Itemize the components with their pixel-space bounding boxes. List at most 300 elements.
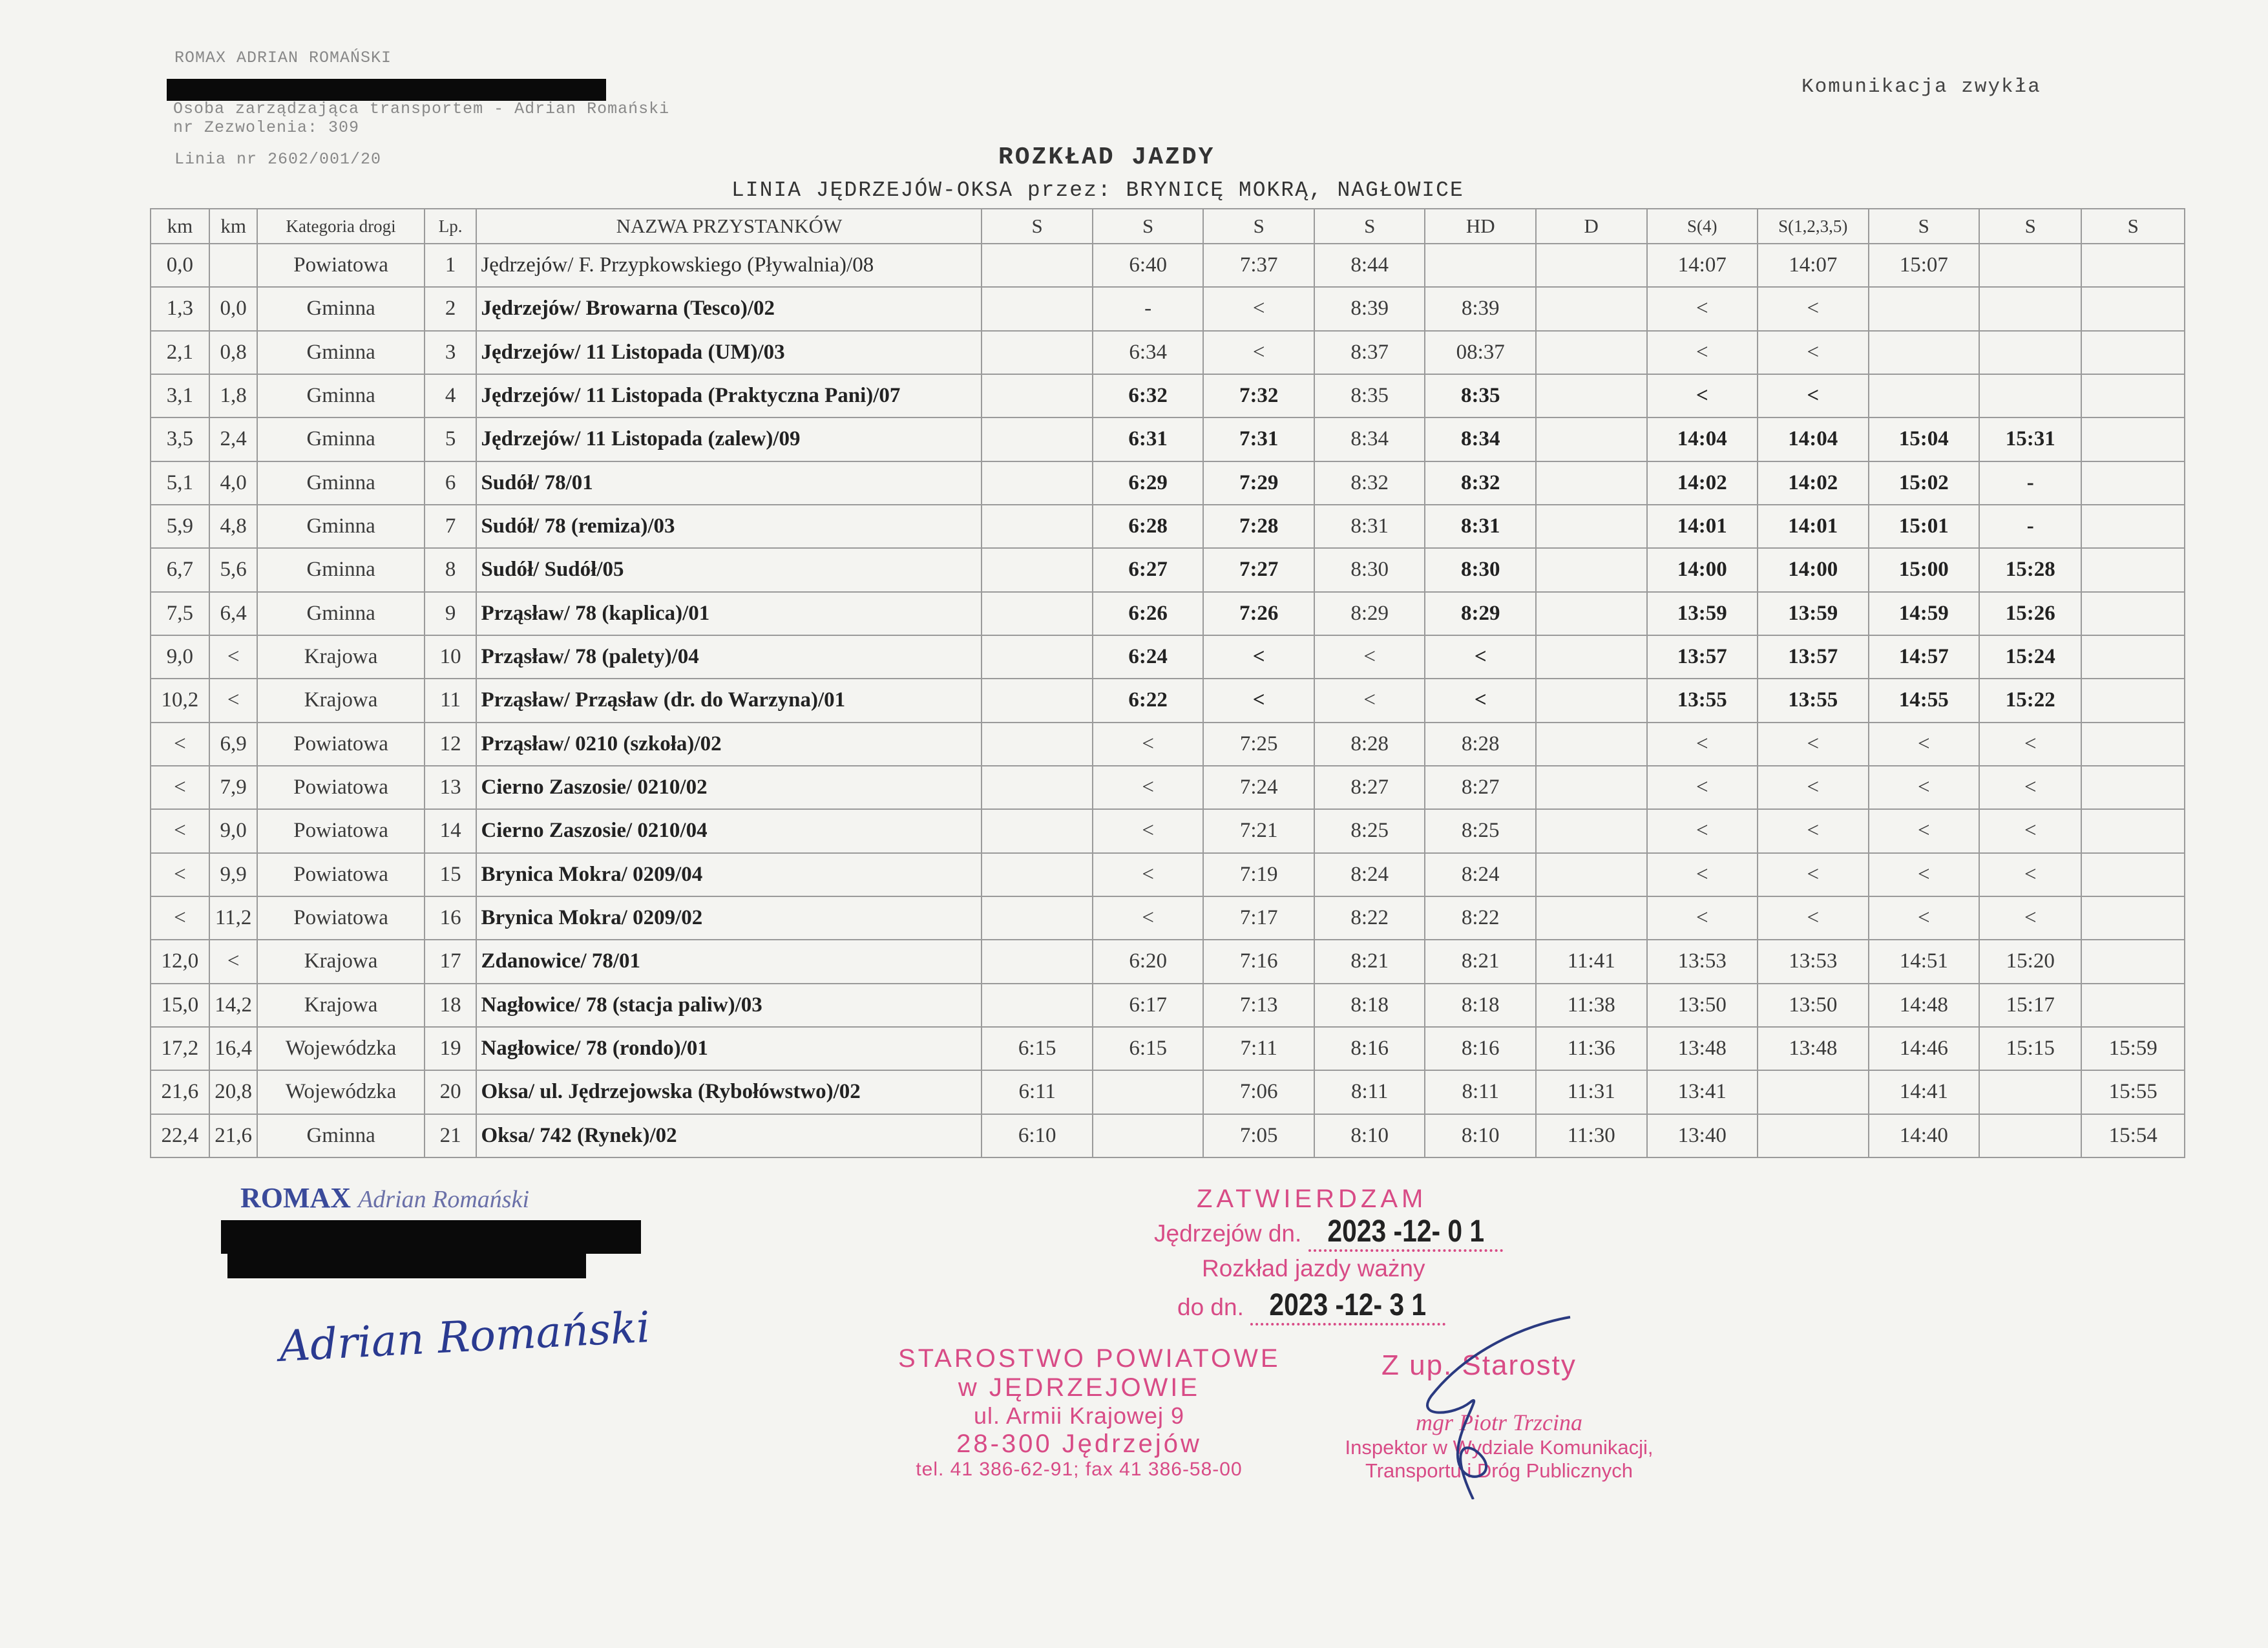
table-cell: 14:07: [1758, 244, 1869, 287]
table-cell: 14:07: [1647, 244, 1758, 287]
table-cell: [982, 766, 1093, 809]
table-cell: 15:17: [1979, 984, 2081, 1027]
table-cell: 15:22: [1979, 679, 2081, 722]
table-cell: [2081, 896, 2185, 940]
table-cell: 8:18: [1314, 984, 1425, 1027]
table-cell: 14:04: [1758, 417, 1869, 461]
table-cell: 6:26: [1093, 592, 1204, 635]
stop-name-cell: Nagłowice/ 78 (rondo)/01: [476, 1027, 982, 1070]
logo-brand: ROMAX: [240, 1182, 352, 1214]
table-cell: 3,1: [151, 374, 209, 417]
table-cell: [2081, 592, 2185, 635]
table-cell: 14:02: [1647, 461, 1758, 505]
table-cell: <: [1869, 896, 1980, 940]
table-cell: 7:27: [1203, 548, 1314, 591]
table-cell: <: [1314, 635, 1425, 679]
page-subtitle: LINIA JĘDRZEJÓW-OKSA przez: BRYNICĘ MOKRĄ, NAGŁOWICE: [731, 178, 1464, 202]
table-cell: 13:40: [1647, 1114, 1758, 1157]
table-cell: <: [1758, 331, 1869, 374]
table-cell: [982, 896, 1093, 940]
table-cell: <: [151, 896, 209, 940]
table-cell: 15:54: [2081, 1114, 2185, 1157]
table-cell: Krajowa: [257, 635, 424, 679]
col-stop-name: NAZWA PRZYSTANKÓW: [476, 209, 982, 244]
table-cell: 14: [425, 809, 477, 852]
table-cell: 7:11: [1203, 1027, 1314, 1070]
col-s1235: S(1,2,3,5): [1758, 209, 1869, 244]
table-cell: 11:41: [1536, 940, 1647, 983]
table-cell: <: [1647, 896, 1758, 940]
table-cell: 17,2: [151, 1027, 209, 1070]
table-cell: <: [1203, 287, 1314, 330]
table-cell: <: [1758, 287, 1869, 330]
office-line-5: tel. 41 386-62-91; fax 41 386-58-00: [916, 1459, 1243, 1480]
table-cell: 11:31: [1536, 1070, 1647, 1114]
table-cell: [982, 244, 1093, 287]
table-cell: 0,0: [151, 244, 209, 287]
table-cell: 14:02: [1758, 461, 1869, 505]
table-cell: 5,1: [151, 461, 209, 505]
approval-date-from-value: 2023 -12- 0 1: [1327, 1214, 1484, 1249]
table-cell: 10: [425, 635, 477, 679]
approval-city-label: Jędrzejów dn.: [1154, 1220, 1302, 1247]
table-cell: Gminna: [257, 505, 424, 548]
table-row: [151, 940, 2185, 983]
table-row: [151, 461, 2185, 505]
table-cell: 2,1: [151, 331, 209, 374]
table-cell: [1536, 374, 1647, 417]
col-d: D: [1536, 209, 1647, 244]
table-cell: 8:16: [1425, 1027, 1536, 1070]
table-cell: 15:59: [2081, 1027, 2185, 1070]
table-cell: <: [1758, 853, 1869, 896]
handwritten-signature: Adrian Romański: [278, 1302, 651, 1371]
table-cell: 8:10: [1314, 1114, 1425, 1157]
table-cell: 7,9: [209, 766, 258, 809]
table-cell: Powiatowa: [257, 853, 424, 896]
table-cell: 8:18: [1425, 984, 1536, 1027]
table-cell: 7:32: [1203, 374, 1314, 417]
table-cell: [2081, 809, 2185, 852]
table-cell: [2081, 461, 2185, 505]
table-cell: -: [1093, 287, 1204, 330]
stop-name-cell: Sudół/ Sudół/05: [476, 548, 982, 591]
table-cell: 7:17: [1203, 896, 1314, 940]
table-cell: Powiatowa: [257, 244, 424, 287]
table-cell: 7:16: [1203, 940, 1314, 983]
company-small-header: ROMAX ADRIAN ROMAŃSKI: [174, 48, 392, 67]
stop-name-cell: Nagłowice/ 78 (stacja paliw)/03: [476, 984, 982, 1027]
stop-name-cell: Brynica Mokra/ 0209/02: [476, 896, 982, 940]
table-row: [151, 984, 2185, 1027]
table-cell: <: [1758, 374, 1869, 417]
table-cell: <: [1647, 853, 1758, 896]
table-row: [151, 1027, 2185, 1070]
table-cell: 08:37: [1425, 331, 1536, 374]
table-cell: 9,9: [209, 853, 258, 896]
redacted-address: [167, 79, 606, 101]
table-cell: 14:41: [1869, 1070, 1980, 1114]
table-cell: 14:01: [1758, 505, 1869, 548]
table-cell: <: [1203, 679, 1314, 722]
table-cell: 8: [425, 548, 477, 591]
table-cell: 8:37: [1314, 331, 1425, 374]
table-cell: [1536, 896, 1647, 940]
table-cell: 0,0: [209, 287, 258, 330]
table-cell: 14,2: [209, 984, 258, 1027]
table-cell: 3,5: [151, 417, 209, 461]
table-row: [151, 723, 2185, 766]
table-cell: [1979, 331, 2081, 374]
table-cell: 21,6: [151, 1070, 209, 1114]
table-cell: [2081, 940, 2185, 983]
table-row: [151, 1070, 2185, 1114]
table-cell: <: [1203, 635, 1314, 679]
table-cell: 14:40: [1869, 1114, 1980, 1157]
table-cell: <: [1758, 766, 1869, 809]
table-cell: 19: [425, 1027, 477, 1070]
table-cell: 15:04: [1869, 417, 1980, 461]
table-cell: <: [1869, 809, 1980, 852]
redacted-block-2: [227, 1251, 586, 1278]
logo-name: Adrian Romański: [358, 1186, 530, 1213]
table-cell: 14:00: [1758, 548, 1869, 591]
stop-name-cell: Prząsław/ 78 (palety)/04: [476, 635, 982, 679]
stop-name-cell: Prząsław/ 0210 (szkoła)/02: [476, 723, 982, 766]
table-cell: Wojewódzka: [257, 1070, 424, 1114]
table-cell: 8:11: [1314, 1070, 1425, 1114]
col-s-1: S: [982, 209, 1093, 244]
table-cell: 6:10: [982, 1114, 1093, 1157]
table-cell: 15:31: [1979, 417, 2081, 461]
table-cell: 13: [425, 766, 477, 809]
col-lp: Lp.: [425, 209, 477, 244]
table-cell: 6:28: [1093, 505, 1204, 548]
table-cell: 7:26: [1203, 592, 1314, 635]
table-cell: 13:50: [1647, 984, 1758, 1027]
table-cell: [2081, 244, 2185, 287]
table-cell: [982, 331, 1093, 374]
table-header-row: [151, 209, 2185, 244]
table-cell: 20: [425, 1070, 477, 1114]
table-cell: 4,8: [209, 505, 258, 548]
table-row: [151, 331, 2185, 374]
table-cell: <: [1314, 679, 1425, 722]
stop-name-cell: Cierno Zaszosie/ 0210/02: [476, 766, 982, 809]
table-row: [151, 896, 2185, 940]
table-cell: [982, 723, 1093, 766]
table-cell: -: [1979, 461, 2081, 505]
redacted-block-1: [221, 1220, 641, 1254]
table-cell: 6:31: [1093, 417, 1204, 461]
table-cell: <: [1758, 896, 1869, 940]
table-cell: 12,0: [151, 940, 209, 983]
table-cell: 11,2: [209, 896, 258, 940]
table-cell: 8:28: [1314, 723, 1425, 766]
deputy-role-1: Inspektor w Wydziale Komunikacji,: [1345, 1436, 1654, 1459]
office-line-3: ul. Armii Krajowej 9: [973, 1402, 1185, 1429]
table-cell: 6:17: [1093, 984, 1204, 1027]
col-s-5: S: [1869, 209, 1980, 244]
col-s-7: S: [2081, 209, 2185, 244]
table-cell: 14:59: [1869, 592, 1980, 635]
stop-name-cell: Zdanowice/ 78/01: [476, 940, 982, 983]
table-cell: [982, 940, 1093, 983]
table-cell: 15:07: [1869, 244, 1980, 287]
page-title: ROZKŁAD JAZDY: [998, 143, 1215, 171]
table-cell: [2081, 374, 2185, 417]
approval-date-to: [1177, 1287, 1445, 1326]
table-cell: 7:31: [1203, 417, 1314, 461]
table-cell: [1869, 331, 1980, 374]
table-cell: [982, 635, 1093, 679]
table-cell: [1869, 287, 1980, 330]
table-cell: <: [151, 809, 209, 852]
office-line-4: 28-300 Jędrzejów: [956, 1430, 1202, 1458]
deputy-heading: Z up. Starosty: [1381, 1349, 1577, 1381]
table-cell: 8:10: [1425, 1114, 1536, 1157]
table-cell: [982, 679, 1093, 722]
table-cell: 15:02: [1869, 461, 1980, 505]
table-cell: 6:24: [1093, 635, 1204, 679]
table-cell: [1536, 679, 1647, 722]
table-cell: 6,9: [209, 723, 258, 766]
table-row: [151, 809, 2185, 852]
approval-date-from: [1154, 1214, 1503, 1252]
table-cell: 13:57: [1758, 635, 1869, 679]
table-cell: 5,9: [151, 505, 209, 548]
table-cell: Powiatowa: [257, 723, 424, 766]
table-cell: 8:28: [1425, 723, 1536, 766]
table-cell: 8:30: [1425, 548, 1536, 591]
table-cell: 8:31: [1314, 505, 1425, 548]
table-cell: 6:27: [1093, 548, 1204, 591]
table-cell: 1: [425, 244, 477, 287]
table-cell: <: [1647, 766, 1758, 809]
table-cell: [1536, 635, 1647, 679]
table-cell: 8:44: [1314, 244, 1425, 287]
table-cell: <: [1093, 809, 1204, 852]
table-cell: 13:53: [1758, 940, 1869, 983]
table-cell: Gminna: [257, 374, 424, 417]
table-cell: 8:22: [1425, 896, 1536, 940]
table-cell: <: [1758, 809, 1869, 852]
approval-heading: ZATWIERDZAM: [1197, 1185, 1427, 1213]
table-cell: 15:20: [1979, 940, 2081, 983]
table-row: [151, 635, 2185, 679]
table-cell: Gminna: [257, 1114, 424, 1157]
table-cell: 15:28: [1979, 548, 2081, 591]
table-cell: Gminna: [257, 287, 424, 330]
table-cell: 11:30: [1536, 1114, 1647, 1157]
table-cell: [1536, 461, 1647, 505]
table-cell: [1979, 1070, 2081, 1114]
table-cell: 8:21: [1314, 940, 1425, 983]
transport-manager: Osoba zarządzająca transportem - Adrian Romański: [173, 100, 670, 118]
table-cell: 8:39: [1425, 287, 1536, 330]
table-cell: 8:39: [1314, 287, 1425, 330]
table-cell: 8:25: [1314, 809, 1425, 852]
table-cell: [982, 548, 1093, 591]
table-cell: [2081, 766, 2185, 809]
table-cell: [2081, 853, 2185, 896]
stop-name-cell: Jędrzejów/ Browarna (Tesco)/02: [476, 287, 982, 330]
table-cell: [2081, 984, 2185, 1027]
table-cell: 8:25: [1425, 809, 1536, 852]
table-cell: 12: [425, 723, 477, 766]
col-km: km: [151, 209, 209, 244]
table-cell: 9: [425, 592, 477, 635]
office-stamp: [898, 1344, 1281, 1481]
table-cell: 17: [425, 940, 477, 983]
table-cell: [1536, 809, 1647, 852]
table-cell: Gminna: [257, 331, 424, 374]
table-cell: 8:27: [1425, 766, 1536, 809]
table-cell: 6:34: [1093, 331, 1204, 374]
table-cell: 14:46: [1869, 1027, 1980, 1070]
table-cell: [2081, 417, 2185, 461]
col-s-6: S: [1979, 209, 2081, 244]
table-cell: 8:30: [1314, 548, 1425, 591]
stop-name-cell: Prząsław/ Prząsław (dr. do Warzyna)/01: [476, 679, 982, 722]
table-cell: 7:21: [1203, 809, 1314, 852]
table-cell: [982, 592, 1093, 635]
stop-name-cell: Jędrzejów/ 11 Listopada (zalew)/09: [476, 417, 982, 461]
line-number: Linia nr 2602/001/20: [174, 150, 382, 169]
table-cell: 8:24: [1314, 853, 1425, 896]
valid-label: Rozkład jazdy ważny: [1202, 1255, 1425, 1282]
table-cell: <: [1869, 766, 1980, 809]
table-cell: [982, 505, 1093, 548]
table-cell: [982, 287, 1093, 330]
table-cell: 22,4: [151, 1114, 209, 1157]
table-cell: [2081, 548, 2185, 591]
table-cell: [1979, 244, 2081, 287]
table-cell: 15:01: [1869, 505, 1980, 548]
table-cell: [1536, 853, 1647, 896]
table-cell: 5,6: [209, 548, 258, 591]
table-cell: 14:55: [1869, 679, 1980, 722]
stop-name-cell: Prząsław/ 78 (kaplica)/01: [476, 592, 982, 635]
table-cell: 13:50: [1758, 984, 1869, 1027]
table-cell: [982, 461, 1093, 505]
table-cell: Powiatowa: [257, 766, 424, 809]
table-row: [151, 853, 2185, 896]
table-cell: <: [1647, 809, 1758, 852]
table-cell: 7,5: [151, 592, 209, 635]
stop-name-cell: Jędrzejów/ F. Przypkowskiego (Pływalnia)/08: [476, 244, 982, 287]
col-s-2: S: [1093, 209, 1204, 244]
table-row: [151, 374, 2185, 417]
table-cell: [1093, 1070, 1204, 1114]
table-cell: 6:40: [1093, 244, 1204, 287]
table-cell: 6: [425, 461, 477, 505]
table-cell: 21,6: [209, 1114, 258, 1157]
col-s-3: S: [1203, 209, 1314, 244]
table-cell: 14:01: [1647, 505, 1758, 548]
table-cell: Gminna: [257, 461, 424, 505]
table-cell: 2,4: [209, 417, 258, 461]
table-cell: 8:34: [1314, 417, 1425, 461]
table-cell: <: [151, 766, 209, 809]
table-cell: [1425, 244, 1536, 287]
table-cell: [2081, 287, 2185, 330]
table-cell: 13:55: [1758, 679, 1869, 722]
table-cell: 13:48: [1758, 1027, 1869, 1070]
table-cell: 8:21: [1425, 940, 1536, 983]
table-cell: 14:04: [1647, 417, 1758, 461]
table-row: [151, 592, 2185, 635]
table-row: [151, 287, 2185, 330]
table-cell: 21: [425, 1114, 477, 1157]
table-cell: 7:28: [1203, 505, 1314, 548]
table-cell: [982, 809, 1093, 852]
table-cell: <: [1425, 679, 1536, 722]
table-cell: 8:32: [1314, 461, 1425, 505]
table-cell: [1758, 1114, 1869, 1157]
table-cell: <: [209, 679, 258, 722]
table-cell: [1536, 766, 1647, 809]
table-cell: 13:57: [1647, 635, 1758, 679]
table-cell: 9,0: [209, 809, 258, 852]
table-cell: -: [1979, 505, 2081, 548]
table-cell: 8:11: [1425, 1070, 1536, 1114]
table-cell: 8:32: [1425, 461, 1536, 505]
stop-name-cell: Jędrzejów/ 11 Listopada (UM)/03: [476, 331, 982, 374]
table-cell: [982, 417, 1093, 461]
table-cell: 7:37: [1203, 244, 1314, 287]
table-cell: [1093, 1114, 1204, 1157]
table-cell: 3: [425, 331, 477, 374]
table-cell: <: [209, 635, 258, 679]
table-cell: Krajowa: [257, 679, 424, 722]
table-cell: [1536, 417, 1647, 461]
table-cell: Powiatowa: [257, 896, 424, 940]
timetable-body: [151, 244, 2185, 1157]
table-cell: 7:29: [1203, 461, 1314, 505]
table-cell: <: [1647, 287, 1758, 330]
table-cell: Powiatowa: [257, 809, 424, 852]
table-cell: 13:53: [1647, 940, 1758, 983]
table-cell: [2081, 331, 2185, 374]
table-cell: 7:13: [1203, 984, 1314, 1027]
approval-to-label: do dn.: [1177, 1294, 1244, 1320]
table-cell: [2081, 723, 2185, 766]
table-cell: 4: [425, 374, 477, 417]
table-cell: <: [151, 723, 209, 766]
table-cell: 15:26: [1979, 592, 2081, 635]
table-cell: 16: [425, 896, 477, 940]
table-cell: [1979, 1114, 2081, 1157]
table-cell: 0,8: [209, 331, 258, 374]
table-row: [151, 417, 2185, 461]
table-cell: 18: [425, 984, 477, 1027]
table-cell: Gminna: [257, 417, 424, 461]
table-cell: 8:24: [1425, 853, 1536, 896]
table-cell: <: [1979, 723, 2081, 766]
table-cell: [1869, 374, 1980, 417]
table-cell: <: [1979, 896, 2081, 940]
table-cell: <: [1758, 723, 1869, 766]
table-cell: 15:55: [2081, 1070, 2185, 1114]
table-cell: Wojewódzka: [257, 1027, 424, 1070]
table-cell: [982, 374, 1093, 417]
col-s-4: S: [1314, 209, 1425, 244]
table-cell: 8:29: [1425, 592, 1536, 635]
table-cell: 5: [425, 417, 477, 461]
table-cell: 8:16: [1314, 1027, 1425, 1070]
table-cell: <: [1869, 853, 1980, 896]
